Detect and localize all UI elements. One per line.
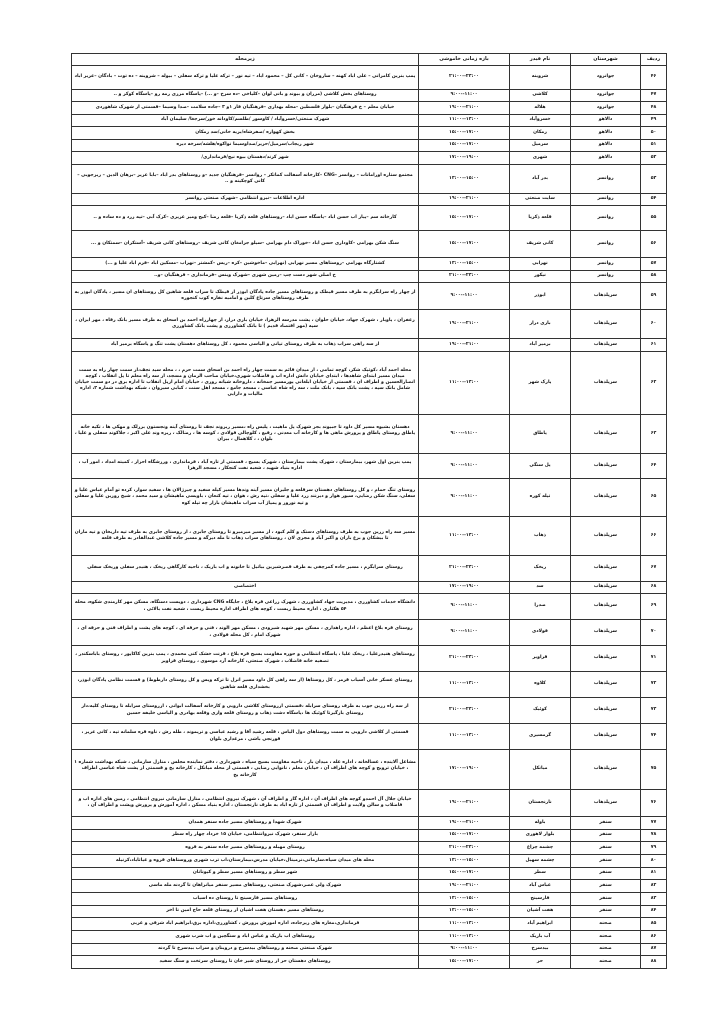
- city-cell: دالاهو: [571, 127, 641, 140]
- area-cell: پمپ بنزین اول شهر، بیمارستان ، شهرک پشت بیمارستان ، شهرک بسیج ، قسمتی از تازه آباد ، فرمانداری ، ورزشگاه احراز ، کمیته امداد ، امور آب ، اداره بنیاد شهید ، شعبه نفت کنجکاز ، مسجد الزهرا: [72, 454, 419, 479]
- feeder-cell: باوله: [510, 817, 571, 830]
- table-row: [72, 102, 667, 115]
- area-cell: روستای سرابگرم ، مسیر جاده کمرچقی به طرف قصرشیرین بیاتیل تا خانونه و اب باریک ، ناحیه کارگاهی ریخک ، هنیدر سفلی وریخک سفلی: [72, 556, 419, 582]
- city-cell: سرپلذهاب: [571, 750, 641, 790]
- table-row: [72, 918, 667, 931]
- row-no-cell: ۷۷: [641, 817, 667, 830]
- feeder-cell: بازی دراز: [510, 310, 571, 339]
- city-cell: روانسر: [571, 194, 641, 206]
- feeder-cell: صدرا: [510, 594, 571, 620]
- area-cell: مجتمع ستاره اورامانات – روانسر –CNG –کارخانه آسفالت کماتکر – روانسر –فرهنگیان جدید –و روستاهای بدر اباد –بابا عزیز –برهان الدین – زیرجوبی – کانی کوچکینه و ..: [72, 165, 419, 194]
- row-no-cell: ۶۷: [641, 556, 667, 582]
- feeder-cell: میانکل: [510, 750, 571, 790]
- area-cell: کشتارگاه بهرامی –روستاهای مسیر نهرابی (نهرابی –ماخوشین –کره –ریس –کمشتر –نهراب –مسکین اباد –فرم اباد علیا و ...): [72, 258, 419, 271]
- row-no-cell: ۶۹: [641, 594, 667, 620]
- city-cell: سنقر: [571, 893, 641, 906]
- table-row: [72, 310, 667, 339]
- area-cell: خیابان جلال آل احمدو کوچه های اطراف آن ، اداره گاز و اطراف آن ، شهرک نیروی انتظامی ، منازل سازمانی نیروی انتظامی ، زمین های اداره اب و فاضلاب و سالن ولایت و اطراف آن قسمتی از تازه اباد به طرف نارنجستان ، اداره بنیاد مسکن ، اداره آموزش و پرورش وپشت و اطراف آن ،: [72, 790, 419, 817]
- table-row: [72, 830, 667, 842]
- feeder-cell: پارک شهر: [510, 352, 571, 415]
- feeder-cell: گرمسیری: [510, 724, 571, 750]
- table-row: [72, 893, 667, 906]
- header-time-range: بازه زمانی خاموشی: [419, 54, 510, 66]
- time-range-cell: ۹:۰۰--۱۱:۰۰: [419, 454, 510, 479]
- time-range-cell: ۱۱:۰۰--۱۳:۰۰: [419, 517, 510, 556]
- row-no-cell: ۸۷: [641, 944, 667, 956]
- area-cell: از سه راهی سراب ذهاب به طرف روستای تپانی و الیاسی محمود ، کل روستاهای دهستان پشت تنگ و پاسگاه بزمیر آباد: [72, 339, 419, 352]
- area-cell: روستاهای دهستان حر از روستای شیر خان تا روستای سرتخت و سنگ سفید: [72, 956, 419, 969]
- area-cell: روستای عسکر خانی آسیاب قرمز ، کل روستاها (از سه راهی کل داود مسیر انزل تا ترکه ویس و کل روستای دارطوط) و قسمت نظامی پادگان ابوذر، بخشداری قلعه شاهین: [72, 672, 419, 698]
- header-row-no: ردیف: [641, 54, 667, 66]
- area-cell: قسمتی از کلاشی دارویی به سمت روستاهای دول الیاس ، قلعه رشید آقا و رشید عباسی و تریموند ، طله رش ، ناوه قره سلمانه تپه ، کانی عزیز ، قورنجی باشی ، مرغداری بلوان: [72, 724, 419, 750]
- area-cell: شهر کرند/دهستان بیوه نیج/فرمانداری/: [72, 152, 419, 165]
- city-cell: سرپلذهاب: [571, 454, 641, 479]
- table-row: [72, 956, 667, 969]
- area-cell: سنگ شکن بهرامی –کاوداری حسن اباد –خوراک دام بهرامی –سیلو جرامغان کانی شریف –روستاهای کانی شریف –آستکران –سمتکان و ...: [72, 231, 419, 258]
- feeder-cell: هفت آشیان: [510, 906, 571, 918]
- city-cell: جوانرود: [571, 102, 641, 115]
- area-cell: روستای مهبله و روستاهای مسیر جاده سنقر به قروه: [72, 842, 419, 855]
- city-cell: روانسر: [571, 165, 641, 194]
- time-range-cell: ۱۳:۰۰--۱۵:۰۰: [419, 855, 510, 868]
- time-range-cell: ۲۱:۰۰--۲۳:۰۰: [419, 646, 510, 672]
- header-city: شهرستان: [571, 54, 641, 66]
- table-row: [72, 698, 667, 724]
- feeder-cell: پل سنگی: [510, 454, 571, 479]
- time-range-cell: ۱۳:۰۰--۱۵:۰۰: [419, 258, 510, 271]
- row-no-cell: ۷۸: [641, 830, 667, 842]
- city-cell: جوانرود: [571, 90, 641, 102]
- feeder-cell: بدر آباد: [510, 165, 571, 194]
- area-cell: روستاهای بخش کلاشی (مزران و بیوند و بانی لوان –کلیاخی –ده سرخ –و ...) –پاسگاه مرزی رمه رو –پاسگاه کوکر و ..: [72, 90, 419, 102]
- time-range-cell: ۲۱:۰۰--۲۳:۰۰: [419, 556, 510, 582]
- time-range-cell: ۱۷:۰۰--۱۹:۰۰: [419, 152, 510, 165]
- city-cell: سنقر: [571, 817, 641, 830]
- feeder-cell: آب باریک: [510, 931, 571, 944]
- table-row: [72, 594, 667, 620]
- city-cell: روانسر: [571, 271, 641, 283]
- city-cell: صحنه: [571, 944, 641, 956]
- area-cell: شهر ریجاب/سرمیل/حریر/صداوسیما نواکوه/هلشه/سرخه دیزه: [72, 140, 419, 152]
- time-range-cell: ۲۱:۰۰--۲۳:۰۰: [419, 271, 510, 283]
- time-range-cell: ۱۵:۰۰--۱۷:۰۰: [419, 140, 510, 152]
- row-no-cell: ۷۶: [641, 790, 667, 817]
- table-row: [72, 750, 667, 790]
- city-cell: سنقر: [571, 830, 641, 842]
- time-range-cell: ۱۱:۰۰--۱۳:۰۰: [419, 672, 510, 698]
- city-cell: سرپلذهاب: [571, 790, 641, 817]
- city-cell: سنقر: [571, 868, 641, 880]
- feeder-cell: کوئیک: [510, 698, 571, 724]
- area-cell: شهرک ولی عصر،شهرک صنعتی، روستاهای مسیر سنقر میانراهان تا گردنه مله ماسی: [72, 880, 419, 893]
- row-no-cell: ۷۱: [641, 646, 667, 672]
- table-row: [72, 352, 667, 415]
- area-cell: کارخانه سم –پیاز اب حسن اباد –پاسگاه حسن اباد –روستاهای قلعه ذکریا –قلعه رضا –کیج ومیر عزیزی –کرک آبی –تپه زرد و ده ساده و ..: [72, 206, 419, 231]
- feeder-cell: تپله کوره: [510, 479, 571, 517]
- feeder-cell: بلوار لاهوری: [510, 830, 571, 842]
- feeder-cell: سد: [510, 582, 571, 594]
- table-row: [72, 194, 667, 206]
- feeder-cell: نیکور: [510, 271, 571, 283]
- row-no-cell: ۷۳: [641, 698, 667, 724]
- row-no-cell: ۸۸: [641, 956, 667, 969]
- feeder-cell: قراویز: [510, 646, 571, 672]
- city-cell: سرپلذهاب: [571, 582, 641, 594]
- city-cell: سرپلذهاب: [571, 620, 641, 646]
- feeder-cell: کلاشی: [510, 90, 571, 102]
- time-range-cell: ۱۹:۰۰--۲۱:۰۰: [419, 194, 510, 206]
- feeder-cell: ریخک: [510, 556, 571, 582]
- table-row: [72, 127, 667, 140]
- time-range-cell: ۱۵:۰۰--۱۷:۰۰: [419, 830, 510, 842]
- table-row: [72, 944, 667, 956]
- time-range-cell: ۱۳:۰۰--۱۵:۰۰: [419, 165, 510, 194]
- area-cell: مشاغل آلاینده ، غسالخانه ، اداره غله ، میدان بار ، ناحیه مقاومت بسیج سپاه ، شهرداری ، دفتر نماینده مجلس ، منازل سازمانی ، شبکه بهداشت شماره ۱ ، خیابان ترویج و کوچه های اطراف آن ، خیابان معلم ، نانوایی رضایی ، قسمتی از محله میانکل ، کارخانه یخ و قسمتی از پشت شاه عباسی اطراف کارخانه یخ: [72, 750, 419, 790]
- time-range-cell: ۱۹:۰۰--۲۱:۰۰: [419, 102, 510, 115]
- area-cell: روستاهای مسیر دهستان هفت اشیان از روستای قلعه حاج امین تا اخر: [72, 906, 419, 918]
- time-range-cell: ۱۱:۰۰--۱۳:۰۰: [419, 352, 510, 415]
- row-no-cell: ۵۶: [641, 231, 667, 258]
- feeder-cell: بزمیر آباد: [510, 339, 571, 352]
- area-cell: بخش کهواره /صفرشاه/بریه خانی/سد زمکان: [72, 127, 419, 140]
- city-cell: سرپلذهاب: [571, 479, 641, 517]
- table-row: [72, 152, 667, 165]
- city-cell: سرپلذهاب: [571, 672, 641, 698]
- table-row: [72, 339, 667, 352]
- table-row: [72, 556, 667, 582]
- table-row: [72, 646, 667, 672]
- city-cell: دالاهو: [571, 140, 641, 152]
- row-no-cell: ۵۲: [641, 152, 667, 165]
- area-cell: مسیر سه راه زرین جوب به طرف روستاهای دستک و کلم کبود ، از مسیر میرمیرو تا روستای جابری ، از روستای جابری به طرف تپه داریخان و تپه ماران تا بیشکان و برغ باران و اکبر آباد و مجری لان ، روستاهای سراب ذهاب تا مله دیزگه و مسیر جاده کلاشی عبدالقادر به طرف قلعه: [72, 517, 419, 556]
- area-cell: فرمانداری،مغازه های زیرجاده، اداره اموزش پرورش ، کشاورزی،اداره برق،ابراهیم اباد شرقی و غربی: [72, 918, 419, 931]
- feeder-cell: حر: [510, 956, 571, 969]
- feeder-cell: کانی شریف: [510, 231, 571, 258]
- feeder-cell: خسروآباد: [510, 115, 571, 127]
- row-no-cell: ۶۳: [641, 415, 667, 454]
- area-cell: شهرک صنعتی صحنه و روستاهای بیدسرخ و دروینان و سراب بیدسرخ تا گردنه: [72, 944, 419, 956]
- row-no-cell: ۶۴: [641, 454, 667, 479]
- outage-schedule-table: [71, 53, 667, 969]
- table-row: [72, 454, 667, 479]
- time-range-cell: ۱۷:۰۰--۱۹:۰۰: [419, 582, 510, 594]
- city-cell: سرپلذهاب: [571, 352, 641, 415]
- city-cell: دالاهو: [571, 115, 641, 127]
- table-row: [72, 479, 667, 517]
- table-row: [72, 817, 667, 830]
- feeder-cell: شروینه: [510, 66, 571, 90]
- row-no-cell: ۵۰: [641, 127, 667, 140]
- city-cell: سنقر: [571, 880, 641, 893]
- feeder-cell: نارنجستان: [510, 790, 571, 817]
- area-cell: اداره اطلاعات –نیرو انتظامی –شهرک صنعتی روانسر: [72, 194, 419, 206]
- city-cell: سرپلذهاب: [571, 724, 641, 750]
- table-row: [72, 931, 667, 944]
- row-no-cell: ۸۳: [641, 893, 667, 906]
- row-no-cell: ۵۳: [641, 165, 667, 194]
- time-range-cell: ۹:۰۰--۱۱:۰۰: [419, 283, 510, 310]
- city-cell: سرپلذهاب: [571, 517, 641, 556]
- table-row: [72, 855, 667, 868]
- time-range-cell: ۱۹:۰۰--۲۱:۰۰: [419, 880, 510, 893]
- table-row: [72, 517, 667, 556]
- time-range-cell: ۱۱:۰۰--۱۳:۰۰: [419, 918, 510, 931]
- time-range-cell: ۱۵:۰۰--۱۷:۰۰: [419, 956, 510, 969]
- row-no-cell: ۴۷: [641, 90, 667, 102]
- area-cell: روستای قره بلاغ اعظم ، اداره راهداری ، مسکن مهر شهید شیرودی ، مسکن مهر الوند ، فنی و حرفه ای ، کوچه های پشت و اطراف فنی و حرفه ای ، شهرک امام ، کل محله فولادی ،: [72, 620, 419, 646]
- row-no-cell: ۸۱: [641, 868, 667, 880]
- area-cell: اختصاصی: [72, 582, 419, 594]
- area-cell: خیابان معلم – خ فرهنگیان –بلوار فلسطین –محله بهداری –فرهنگیان فاز ۱و ۳ –جاده سلامت –صدا وسیما –قسمتی از شهرک شاهوردی: [72, 102, 419, 115]
- table-body: [72, 66, 667, 969]
- time-range-cell: ۱۳:۰۰--۱۵:۰۰: [419, 906, 510, 918]
- row-no-cell: ۵۴: [641, 194, 667, 206]
- feeder-cell: چشمه سهیل: [510, 855, 571, 868]
- city-cell: سرپلذهاب: [571, 594, 641, 620]
- row-no-cell: ۴۹: [641, 115, 667, 127]
- city-cell: روانسر: [571, 258, 641, 271]
- table-header-row: [72, 54, 667, 66]
- row-no-cell: ۷۲: [641, 672, 667, 698]
- city-cell: دالاهو: [571, 152, 641, 165]
- table-row: [72, 582, 667, 594]
- table-row: [72, 66, 667, 90]
- table-row: [72, 672, 667, 698]
- time-range-cell: ۱۵:۰۰--۱۷:۰۰: [419, 868, 510, 880]
- feeder-cell: فارسینج: [510, 893, 571, 906]
- feeder-cell: پاطاق: [510, 415, 571, 454]
- table-row: [72, 165, 667, 194]
- row-no-cell: ۷۰: [641, 620, 667, 646]
- table-row: [72, 790, 667, 817]
- row-no-cell: ۶۵: [641, 479, 667, 517]
- time-range-cell: ۹:۰۰--۱۱:۰۰: [419, 620, 510, 646]
- row-no-cell: ۶۶: [641, 517, 667, 556]
- city-cell: روانسر: [571, 206, 641, 231]
- area-cell: بازار سنقر، شهرک نیروانتظامی، خیابان ۱۵ خرداد چهار راه سطر: [72, 830, 419, 842]
- row-no-cell: ۷۵: [641, 750, 667, 790]
- row-no-cell: ۵۵: [641, 206, 667, 231]
- row-no-cell: ۴۶: [641, 66, 667, 90]
- city-cell: سرپلذهاب: [571, 415, 641, 454]
- feeder-cell: عباس آباد: [510, 880, 571, 893]
- table-row: [72, 258, 667, 271]
- feeder-cell: شهری: [510, 152, 571, 165]
- city-cell: جوانرود: [571, 66, 641, 90]
- row-no-cell: ۸۲: [641, 880, 667, 893]
- table-row: [72, 415, 667, 454]
- city-cell: سرپلذهاب: [571, 646, 641, 672]
- time-range-cell: ۲۱:۰۰--۲۳:۰۰: [419, 66, 510, 90]
- table-row: [72, 880, 667, 893]
- area-cell: از سه راه زرین جوب به طرف روستای سرابله ،قسمتی ازروستای کلاشی دارویی و کارخانه آسفالت ابوانی ، ازروستای سرابله تا روستای کلیه،داز روستای بازگیرتا کوئیک ها ،پاسگاه دشت ذهاب و روستای قلعه وازی وقلعه بهادری و الیاسی خلیفه حسین: [72, 698, 419, 724]
- area-cell: روستاهای مسیر فارسینج تا روستای ده اسیاب: [72, 893, 419, 906]
- area-cell: شهرک شهدا و روستاهای مسیر جاده سنقر همدان: [72, 817, 419, 830]
- table-row: [72, 620, 667, 646]
- area-cell: محله احمد آباد ،کوثیک شکر، کوچه تمامی ، از میدان قائم به سمت چهار راه احمد بن اسحاق سمت حرم ، ، محله سید نجف،از سمت چهار راه به سمت میدان مسیر ابتدای شاهدها ، ابتدای خیابان دانش اداره اب و فاضلاب شهری،خیابان صاحب الزمان و مسجد، از سه راه معلم تا پل انقلاب ، کوچه انصارالحسین و اطراف ان ، قسمتی از خیابان ابلغانی پورمسیر جمخانه ، داروخانه شبانه روزی ، خیابان امام ازپل انقلاب تا اداره برق در دو سمت خیابان شامل بانک سپه ، پشت بانک سپه ، بانک ملت ، سه راه شاه عباسی ، مسجد جامع ، مسجد اهل سنت ، کبابی سیروان ، شبکه بهداشت شماره ۲، اداره مالیات و دارایی: [72, 352, 419, 415]
- row-no-cell: ۶۱: [641, 339, 667, 352]
- city-cell: صحنه: [571, 956, 641, 969]
- feeder-cell: بیدسرخ: [510, 944, 571, 956]
- row-no-cell: ۶۸: [641, 582, 667, 594]
- time-range-cell: ۱۵:۰۰--۱۷:۰۰: [419, 127, 510, 140]
- time-range-cell: ۹:۰۰--۱۱:۰۰: [419, 415, 510, 454]
- time-range-cell: ۱۹:۰۰--۲۱:۰۰: [419, 310, 510, 339]
- city-cell: سرپلذهاب: [571, 310, 641, 339]
- time-range-cell: ۱۱:۰۰--۱۳:۰۰: [419, 724, 510, 750]
- header-feeder: نام فیدر: [510, 54, 571, 66]
- city-cell: صحنه: [571, 918, 641, 931]
- table-row: [72, 115, 667, 127]
- area-cell: روستاهای هنیدرعلیا ، ریخک علیا ، پاسگاه انتظامی و حوزه مقاومت بسیج قره بلاغ ، قرنت خشک کنی محمدی ، پمپ بنزین کاکاپور ، روستای باباسکندر ، تصفیه خانه فاضلاب ، شهرک صنعتی، کارخانه آرد موسوی ، روستای قراویز: [72, 646, 419, 672]
- row-no-cell: ۵۸: [641, 271, 667, 283]
- area-cell: دهستان بشیوه مسیر کل داود تا جبیوند بجز شهرک پل ماهیت ، پلیس راه ،مسیر ریزوند نجف تا روستای آینه ونجستون برزلک و مهکی ها ، تکیه خانه پاطاق روستای پاطاق و پرورش ماهی ها و کارخانه آب معدنی ، رفیع ، کلوچالی فولادی ، کوسه ها ، رضالک ، ریزه وند علی اکبر ، جلاکوند سفلی و علیا ، بلوان ، ، کلاهمال ، بیران: [72, 415, 419, 454]
- city-cell: روانسر: [571, 231, 641, 258]
- row-no-cell: ۸۶: [641, 931, 667, 944]
- time-range-cell: ۹:۰۰--۱۱:۰۰: [419, 479, 510, 517]
- area-cell: روستاهای اب باریک و عباس اباد و سنگچین و اب شرب شهری: [72, 931, 419, 944]
- row-no-cell: ۵۱: [641, 140, 667, 152]
- feeder-cell: ابوذر: [510, 283, 571, 310]
- feeder-cell: ابراهیم آباد: [510, 918, 571, 931]
- row-no-cell: ۶۰: [641, 310, 667, 339]
- row-no-cell: ۸۰: [641, 855, 667, 868]
- feeder-cell: سرمیل: [510, 140, 571, 152]
- city-cell: سنقر: [571, 906, 641, 918]
- area-cell: دانشگاه خدمات کشاورزی ، مدیریت جهاد کشاورزی ، شهرک زراعی قره بلاغ ، جایگاه CNG شهرداری ، دویست دستگاه، مسکن مهر کارمندی شکوه، محله ۵۴ هکتاری ، اداره محیط زیست ، کوچه های اطراف اداره محیط زیست ، شعبه نفت بالائی ،: [72, 594, 419, 620]
- area-cell: خ اصلی شهر دست چپ –زمین شهری –شهرک وینس –فرمانداری – فرهنگیان –و..: [72, 271, 419, 283]
- table-row: [72, 283, 667, 310]
- time-range-cell: ۱۱:۰۰--۱۳:۰۰: [419, 931, 510, 944]
- feeder-cell: کلاوه: [510, 672, 571, 698]
- area-cell: از چهار راه سرابگرم به طرف مسیر قیطک و روستاهای مسیر جاده پادگان ابوذر از قیطک تا سراب قلعه شاهین کل روستاهای ان مسیر ، پادگان ابوذر به طرف روستاهای سرتاغ کلین و امامیه نقاره کوب کنجوره: [72, 283, 419, 310]
- area-cell: زعفران ، پاوبار ، شهرک جهاد، خیابان حلوان ، پشت مدرسه الزهرا، خیابان بازی دراز، از چهارراه احمد بن اسحاق به طرف مسیر بانک رفاه ، مهر ایران ، سپه (مهر اقتصاد قدیم ) تا بانک کشاورزی و پشت بانک کشاورزی: [72, 310, 419, 339]
- time-range-cell: ۱۵:۰۰--۱۷:۰۰: [419, 206, 510, 231]
- table-row: [72, 90, 667, 102]
- row-no-cell: ۸۴: [641, 906, 667, 918]
- feeder-cell: سایت صنعتی: [510, 194, 571, 206]
- header-area: زیرمحله: [72, 54, 419, 66]
- table-row: [72, 231, 667, 258]
- feeder-cell: ذهاب: [510, 517, 571, 556]
- area-cell: شهرک صنعتی/خسروآباد / کاوسور /طلسم/کاودانه خور/سرجغا/ سلیمان آباد: [72, 115, 419, 127]
- area-cell: روستای تنگ حمام ، و کل روستاهای دهستان سرقلعه و جلیران مسیر آینه وندها مسیر کیله سفید و چیرژالان ها ، سفید سوار، کرده تو آمام عباس علیا و سفلی، سنگ شکن رضایی، سیور هوار و دیرنند زرد علیا و سفلی ،تپه رش ، هوان ، تپه کنعان ، باویسی ماهیشان و سید محمد ، شیخ روزین علیا و سفلی و تپه نوروز و پمپاژ آب سراب ماهیشان بازار چه تپله کوه: [72, 479, 419, 517]
- city-cell: سرپلذهاب: [571, 283, 641, 310]
- table-row: [72, 271, 667, 283]
- time-range-cell: ۲۱:۰۰--۲۳:۰۰: [419, 842, 510, 855]
- time-range-cell: ۱۹:۰۰--۲۱:۰۰: [419, 339, 510, 352]
- time-range-cell: ۹:۰۰--۱۱:۰۰: [419, 90, 510, 102]
- city-cell: سرپلذهاب: [571, 339, 641, 352]
- time-range-cell: ۹:۰۰--۱۱:۰۰: [419, 944, 510, 956]
- feeder-cell: قلعه ذکریا: [510, 206, 571, 231]
- feeder-cell: هلاله: [510, 102, 571, 115]
- time-range-cell: ۲۱:۰۰--۲۳:۰۰: [419, 698, 510, 724]
- area-cell: پمپ بنزین کامرانی – علی اباد کهنه – ساروخان – کانی کل – محمود اباد – تپه نور – ترکه علیا و ترکه سفلی – بیوله – شروینه – ده توت – بادگان –عزیز اباد: [72, 66, 419, 90]
- time-range-cell: ۱۷:۰۰--۱۹:۰۰: [419, 750, 510, 790]
- row-no-cell: ۴۸: [641, 102, 667, 115]
- table-row: [72, 140, 667, 152]
- city-cell: سرپلذهاب: [571, 698, 641, 724]
- area-cell: شهر سطر و روستاهای مسیر سطر و کیوناتان: [72, 868, 419, 880]
- city-cell: صحنه: [571, 931, 641, 944]
- table-row: [72, 724, 667, 750]
- table-row: [72, 842, 667, 855]
- time-range-cell: ۱۹:۰۰--۲۱:۰۰: [419, 790, 510, 817]
- row-no-cell: ۵۷: [641, 258, 667, 271]
- feeder-cell: چشمه چراغ: [510, 842, 571, 855]
- city-cell: سرپلذهاب: [571, 556, 641, 582]
- table-row: [72, 906, 667, 918]
- area-cell: محله های میدان سپاه،سازمانی،نرمینال،خیابان مدرس،بیمارستان،اب ترب شهری وروستاهای قروه و غیاثاباد،کزنیله: [72, 855, 419, 868]
- row-no-cell: ۸۵: [641, 918, 667, 931]
- row-no-cell: ۶۲: [641, 352, 667, 415]
- row-no-cell: ۷۴: [641, 724, 667, 750]
- time-range-cell: ۱۳:۰۰--۱۵:۰۰: [419, 893, 510, 906]
- feeder-cell: سطر: [510, 868, 571, 880]
- city-cell: سنقر: [571, 855, 641, 868]
- time-range-cell: ۱۱:۰۰--۱۳:۰۰: [419, 115, 510, 127]
- row-no-cell: ۷۹: [641, 842, 667, 855]
- feeder-cell: فولادی: [510, 620, 571, 646]
- feeder-cell: زمکان: [510, 127, 571, 140]
- table-row: [72, 206, 667, 231]
- row-no-cell: ۵۹: [641, 283, 667, 310]
- time-range-cell: ۹:۰۰--۱۱:۰۰: [419, 594, 510, 620]
- city-cell: سنقر: [571, 842, 641, 855]
- table-row: [72, 868, 667, 880]
- feeder-cell: نهرابی: [510, 258, 571, 271]
- time-range-cell: ۱۵:۰۰--۱۷:۰۰: [419, 231, 510, 258]
- time-range-cell: ۱۹:۰۰--۲۱:۰۰: [419, 817, 510, 830]
